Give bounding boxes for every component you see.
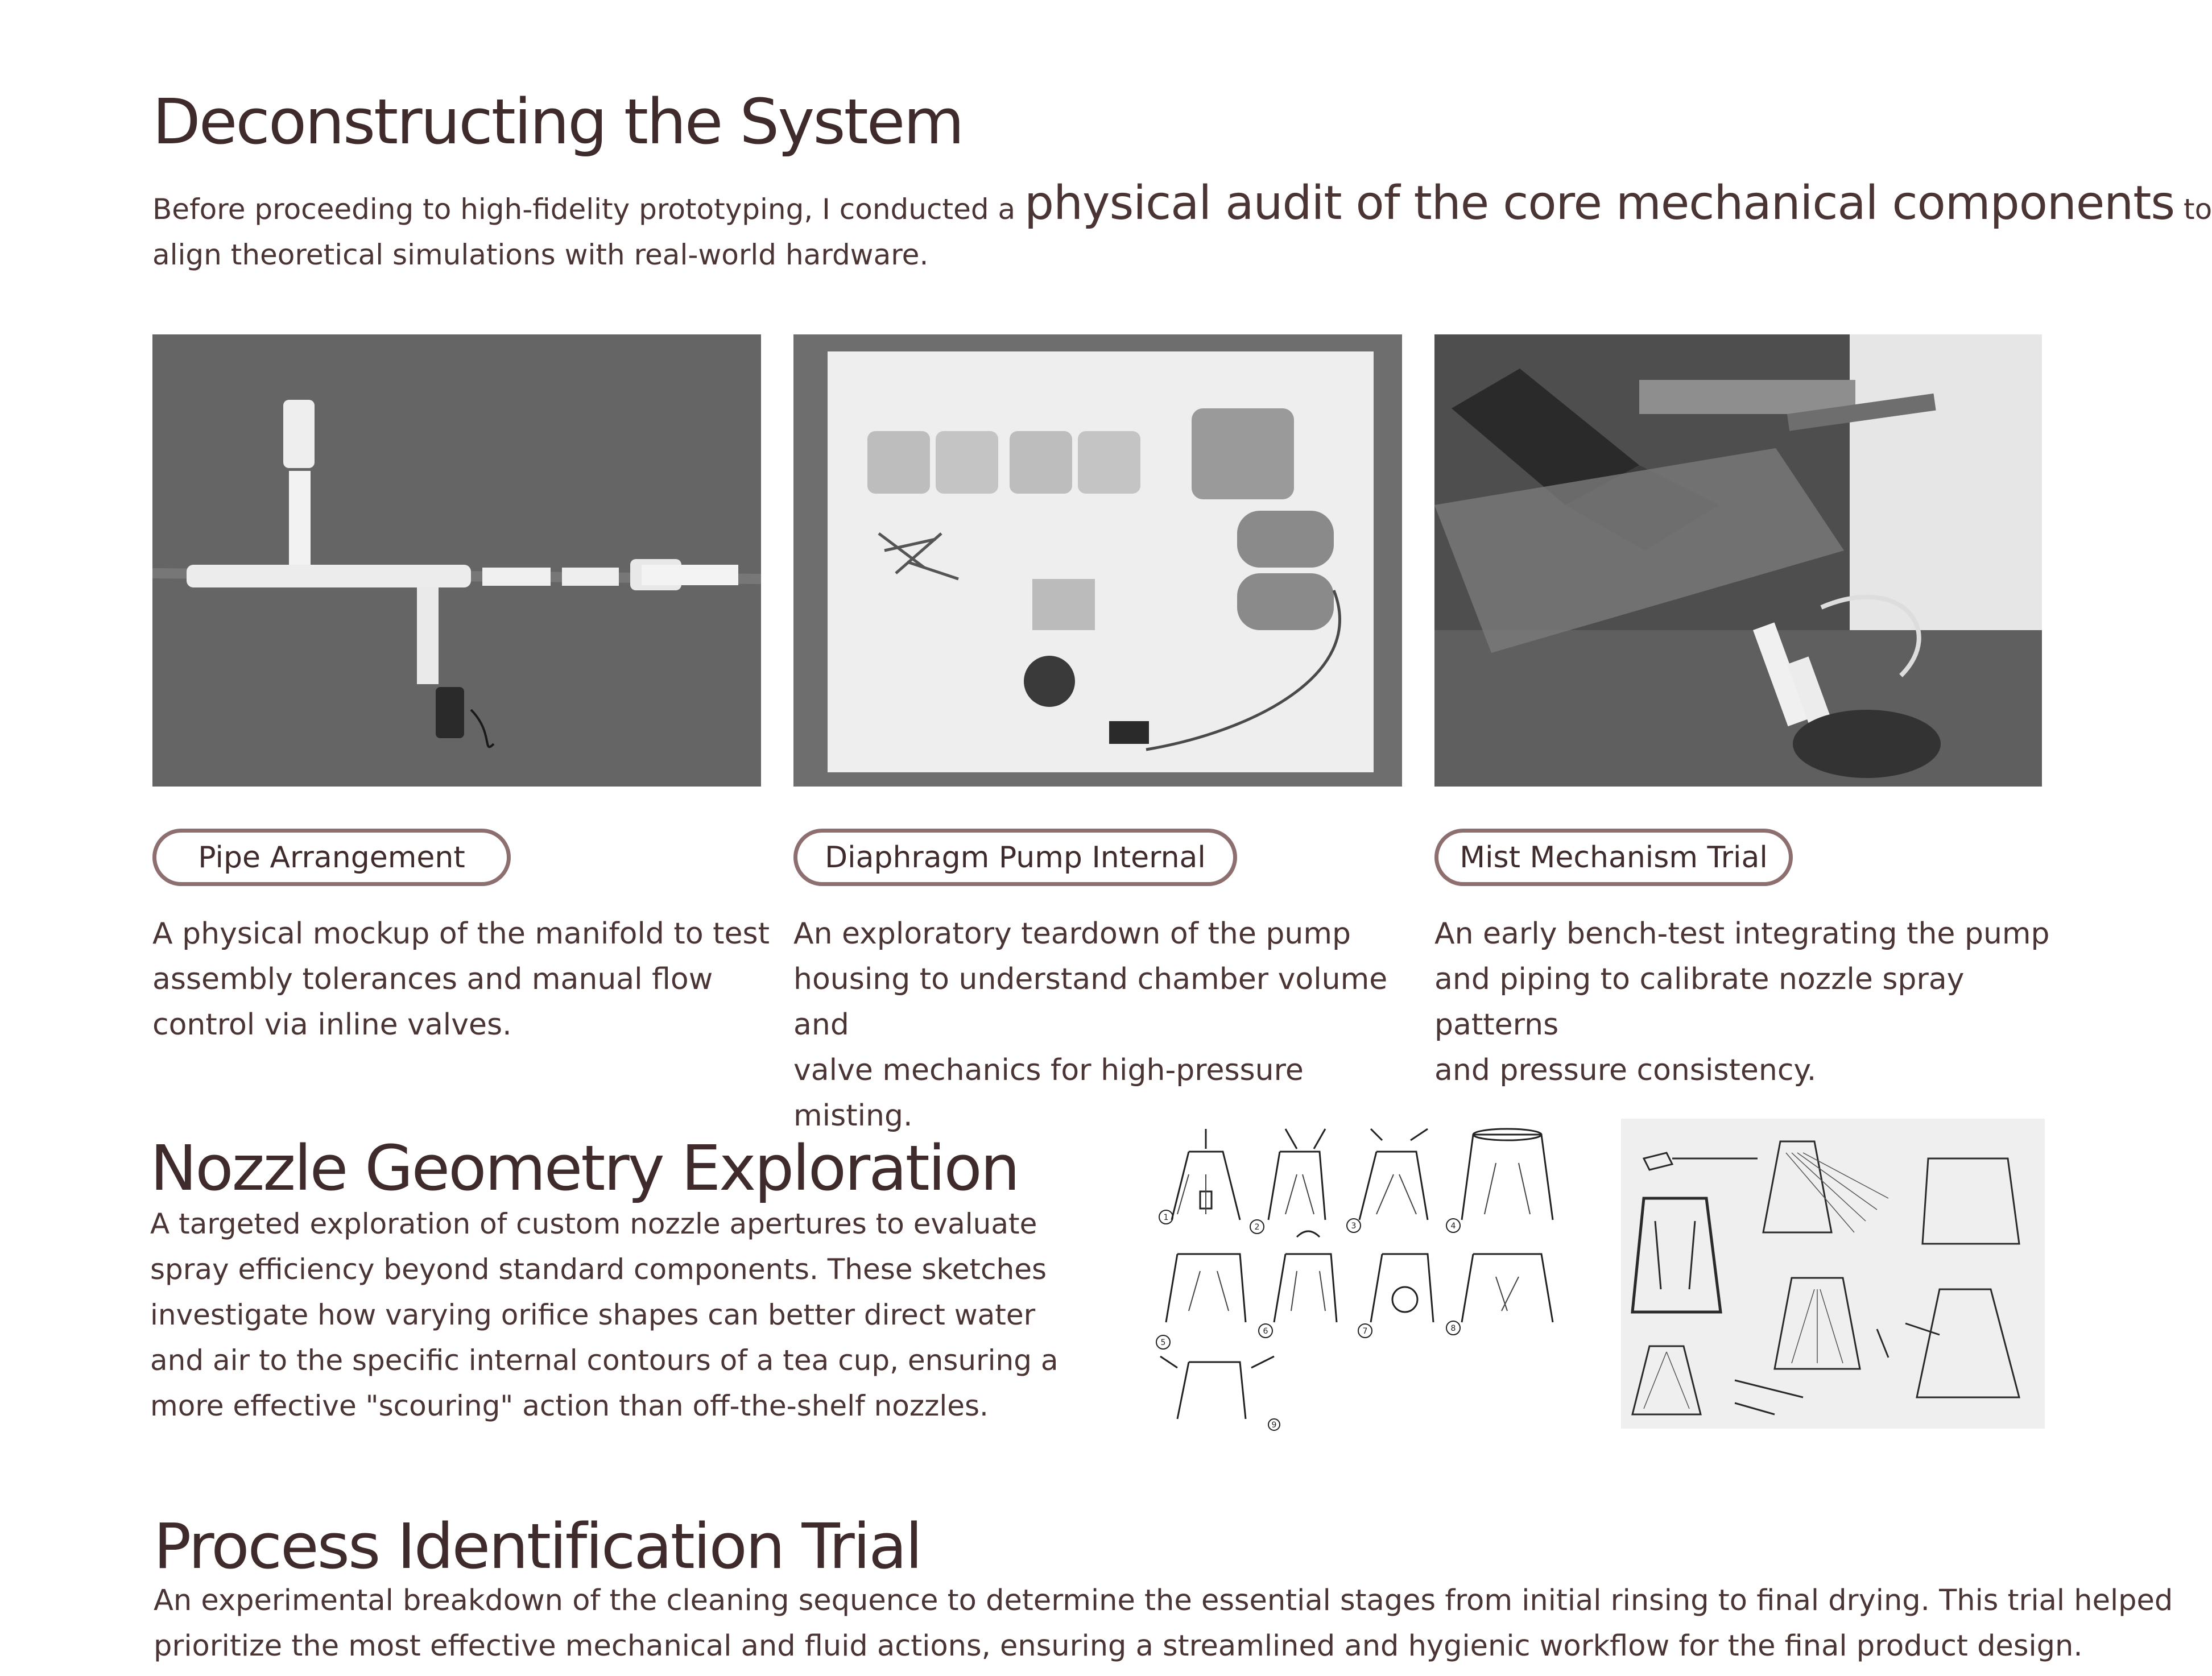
sketch-number: 4 [1450, 1222, 1456, 1231]
diaphragm-pump-caption [793, 911, 1425, 1139]
intro-text-after: to [2184, 193, 2212, 226]
mist-mechanism-label: Mist Mechanism Trial [1434, 829, 1793, 886]
mist-mechanism-caption [1434, 911, 2060, 1093]
diaphragm-pump-label: Diaphragm Pump Internal [793, 829, 1237, 886]
intro-highlight: physical audit of the core mechanical components [1024, 176, 2175, 230]
sketch-number: 7 [1362, 1327, 1368, 1336]
pipe-arrangement-photo [152, 334, 761, 787]
caption-line: and piping to calibrate nozzle spray patterns [1434, 962, 1965, 1042]
body-line: A targeted exploration of custom nozzle apertures to evaluate [150, 1207, 1037, 1240]
caption-line: valve mechanics for high-pressure misting. [793, 1053, 1304, 1133]
caption-line: An early bench-test integrating the pump [1434, 917, 2050, 951]
body-line: and air to the specific internal contours of a tea cup, ensuring a [150, 1344, 1059, 1377]
section-title-process-identification: Process Identification Trial [154, 1510, 921, 1583]
caption-line: assembly tolerances and manual flow [152, 962, 713, 996]
caption-line: An exploratory teardown of the pump [793, 917, 1351, 951]
caption-line: control via inline valves. [152, 1008, 512, 1042]
sketch-number: 6 [1263, 1327, 1268, 1336]
sketch-number: 8 [1450, 1324, 1456, 1333]
sketch-number: 2 [1254, 1223, 1260, 1232]
pipe-arrangement-label: Pipe Arrangement [152, 829, 511, 886]
caption-line: and pressure consistency. [1434, 1053, 1817, 1087]
pipe-arrangement-caption [152, 911, 778, 1048]
sketch-number: 1 [1163, 1213, 1169, 1222]
body-line: investigate how varying orifice shapes can better direct water [150, 1298, 1036, 1331]
section-title-deconstructing: Deconstructing the System [152, 85, 963, 158]
sketch-number: 9 [1271, 1421, 1277, 1430]
body-line: prioritize the most effective mechanical and fluid actions, ensuring a streamlined and hygienic workflow for the final product design. [154, 1629, 2083, 1663]
nozzle-geometry-body [150, 1201, 1174, 1429]
intro-text-before: Before proceeding to high-fidelity prototyping, I conducted a [152, 193, 1016, 226]
body-line: spray efficiency beyond standard components. These sketches [150, 1253, 1047, 1286]
body-line: more effective "scouring" action than off-the-shelf nozzles. [150, 1389, 989, 1422]
caption-line: housing to understand chamber volume and [793, 962, 1388, 1042]
intro-text-line2: align theoretical simulations with real-world hardware. [152, 238, 929, 271]
caption-line: A physical mockup of the manifold to test [152, 917, 770, 951]
body-line: An experimental breakdown of the cleaning sequence to determine the essential stages from initial rinsing to final drying. This trial helped [154, 1584, 2173, 1617]
section-intro [152, 176, 2212, 278]
cup-spray-sketch [1621, 1119, 2045, 1429]
nozzle-variants-sketch [1155, 1118, 1570, 1430]
sketch-number: 3 [1351, 1222, 1357, 1231]
section-title-nozzle-geometry: Nozzle Geometry Exploration [150, 1132, 1019, 1205]
mist-mechanism-photo [1434, 334, 2042, 787]
process-identification-body [154, 1578, 2173, 1669]
sketch-number: 5 [1160, 1338, 1166, 1347]
diaphragm-pump-photo [793, 334, 1402, 787]
